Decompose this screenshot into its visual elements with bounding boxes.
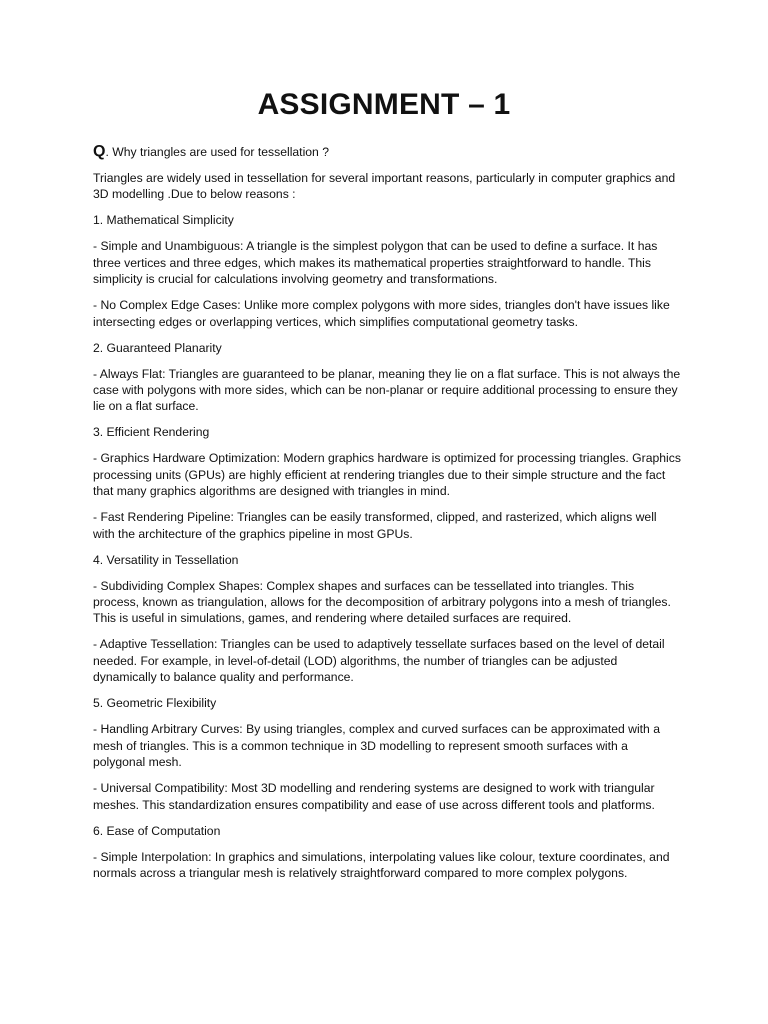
section-heading-guaranteed-planarity: 2. Guaranteed Planarity — [93, 340, 222, 355]
question-text: . Why triangles are used for tessellation ? — [105, 145, 329, 159]
section-heading-ease-of-computation: 6. Ease of Computation — [93, 823, 221, 838]
point-simple-unambiguous: - Simple and Unambiguous: A triangle is the simplest polygon that can be used to define a surface. It has three vertices and three edges, which makes its mathematical properties straightforward to handle. This simplicity is crucial for calculations involving geometry and transformations. — [93, 239, 658, 287]
point-always-flat: - Always Flat: Triangles are guaranteed to be planar, meaning they lie on a flat surface. This is not always the case with polygons with more sides, which can be non-planar or require additional processing to ensure they lie on a flat surface. — [93, 366, 681, 414]
point-adaptive-tessellation: - Adaptive Tessellation: Triangles can be used to adaptively tessellate surfaces based on the level of detail needed. For example, in level-of-detail (LOD) algorithms, the number of triangles can be adjusted dynamically to balance quality and performance. — [93, 637, 665, 685]
section-heading-geometric-flexibility: 5. Geometric Flexibility — [93, 696, 217, 711]
page-title: ASSIGNMENT – 1 — [257, 88, 511, 121]
point-simple-interpolation: - Simple Interpolation: In graphics and simulations, interpolating values like colour, texture coordinates, and normals across a triangular mesh is relatively straightforward compared to more complex polygons. — [93, 849, 670, 880]
question-label: Q — [93, 143, 106, 160]
point-fast-rendering-pipeline: - Fast Rendering Pipeline: Triangles can be easily transformed, clipped, and rasterized, which aligns well with the architecture of the graphics pipeline in most GPUs. — [93, 510, 657, 541]
section-heading-mathematical-simplicity: 1. Mathematical Simplicity — [93, 213, 234, 228]
intro-paragraph: Triangles are widely used in tessellation for several important reasons, particularly in computer graphics and 3D modelling .Due to below reasons : — [93, 171, 676, 202]
point-universal-compatibility: - Universal Compatibility: Most 3D modelling and rendering systems are designed to work with triangular meshes. This standardization ensures compatibility and ease of use across different tools and platforms. — [93, 781, 655, 812]
point-handling-arbitrary-curves: - Handling Arbitrary Curves: By using triangles, complex and curved surfaces can be approximated with a mesh of triangles. This is a common technique in 3D modelling to represent smooth surfaces with a polygonal mesh. — [93, 722, 660, 770]
point-no-complex-edge-cases: - No Complex Edge Cases: Unlike more complex polygons with more sides, triangles don't have issues like intersecting edges or overlapping vertices, which simplifies computational geometry tasks. — [93, 298, 670, 329]
point-subdividing-complex-shapes: - Subdividing Complex Shapes: Complex shapes and surfaces can be tessellated into triangles. This process, known as triangulation, allows for the decomposition of arbitrary polygons into a mesh of triangles. This is useful in simulations, games, and rendering where detailed surfaces are required. — [93, 578, 671, 626]
section-heading-efficient-rendering: 3. Efficient Rendering — [93, 425, 210, 440]
point-graphics-hardware-optimization: - Graphics Hardware Optimization: Modern graphics hardware is optimized for processing triangles. Graphics processing units (GPUs) are highly efficient at rendering triangles due to their simple structure and the fact that many graphics algorithms are designed with triangles in mind. — [93, 451, 681, 499]
document-body — [93, 144, 681, 891]
question-line — [93, 144, 681, 160]
section-heading-versatility: 4. Versatility in Tessellation — [93, 552, 239, 567]
